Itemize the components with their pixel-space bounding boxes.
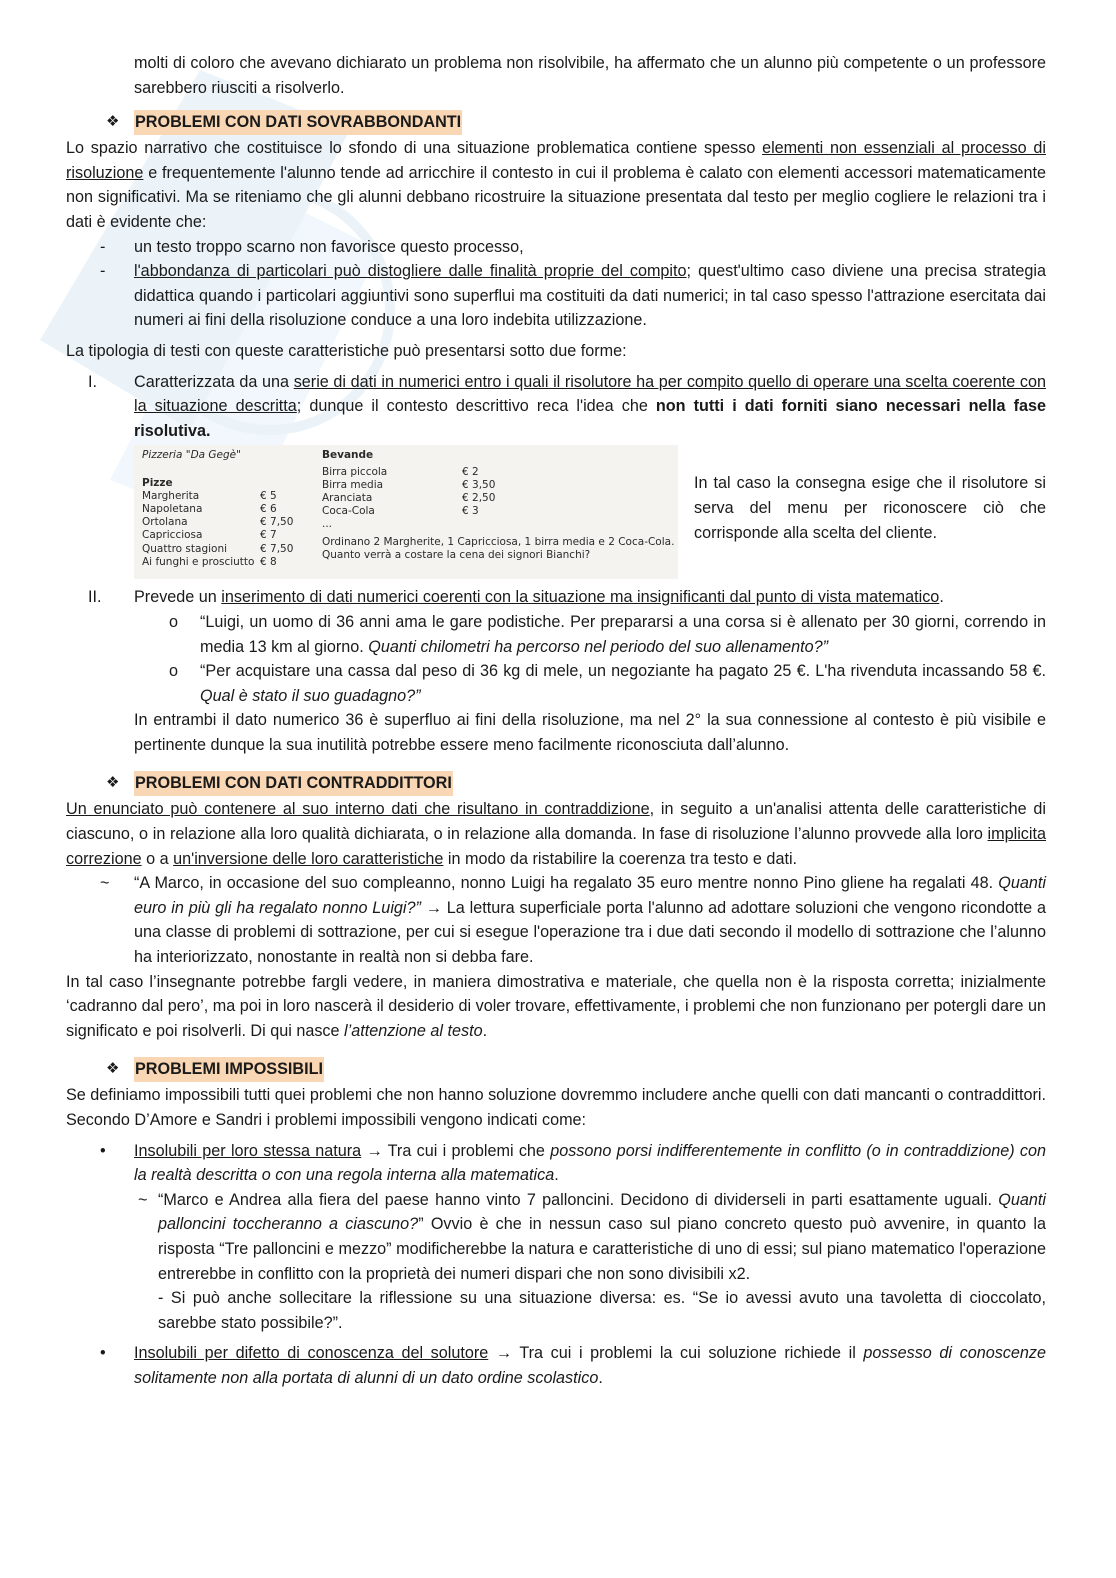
- diamond-bullet-icon: ❖: [106, 1060, 120, 1078]
- menu-item-price: € 2,50: [462, 491, 496, 504]
- bullet-item: • Insolubili per difetto di conoscenza del solutore → Tra cui i problemi la cui soluzione richiede il possesso di conoscenze solitamente non alla portata di alunni di un dato ordine scolastico.: [66, 1341, 1046, 1390]
- menu-item-name: Ortolana: [142, 516, 188, 529]
- pizze-list: [142, 490, 293, 569]
- example-item: ~ “Marco e Andrea alla fiera del paese hanno vinto 7 palloncini. Decidono di dividerseli in parti esattamente uguali. Quanti palloncini toccheranno a ciascuno?” Ovvio è che in nessun caso sul piano concreto questo può avvenire, in quanto la risposta “Tre palloncini e mezzo” modificherebbe la natura e caratteristiche di uno di essi; sul piano matematico l'operazione entrerebbe in conflitto con la proprietà dei numeri dispari che non sono divisibili x2. - Si può anche sollecitare la riflessione su una situazione diversa: es. “Se io avessi avuto una tavoletta di cioccolato, sarebbe stato possibile?”.: [66, 1188, 1046, 1336]
- menu-item-price: € 7,50: [260, 542, 294, 555]
- paragraph: In tal caso l’insegnante potrebbe fargli vedere, in maniera dimostrativa e materiale, che quella non è la risposta corretta; inizialmente ‘cadranno dal pero’, ma poi in loro nascerà il desiderio di voler trovare, effettivamente, i problemi che non funzionano per potergli dare un significato e poi risolverli. Di qui nasce l’attenzione al testo.: [66, 972, 1046, 1040]
- menu-example: [66, 445, 1046, 581]
- menu-item: [142, 503, 293, 516]
- document-page: [66, 51, 1046, 1391]
- menu-item-price: € 3: [462, 505, 479, 518]
- list-item: - un testo troppo scarno non favorisce questo processo,: [66, 235, 1046, 260]
- dot-bullet-icon: •: [100, 1344, 106, 1363]
- section-heading-contraddittori: ❖ PROBLEMI CON DATI CONTRADDITTORI: [66, 771, 1046, 797]
- roman-numeral: I.: [88, 372, 97, 391]
- paragraph: Se definiamo impossibili tutti quei problemi che non hanno soluzione dovremmo includere anche quelli con dati mancanti o contraddittori. Secondo D’Amore e Sandri i problemi impossibili vengono indicati come:: [66, 1086, 1046, 1129]
- section-heading-impossibili: ❖ PROBLEMI IMPOSSIBILI: [66, 1057, 1046, 1083]
- menu-item-price: € 2: [462, 465, 479, 478]
- menu-item-name: Margherita: [142, 489, 200, 502]
- menu-item-price: € 3,50: [462, 478, 496, 491]
- pizzeria-menu-image: Pizzeria "Da Gegè" Pizze Margherita € 5 Napoletana € 6 Ortolana € 7,50 Capricciosa € 7 Quattro stagioni € 7,50 Ai funghi e prosciutto € 8 Bevande Birra piccola € 2 Birra media € 3,50 Aranciata € 2,50 Coca-Cola € 3 ... Ordinano 2 Margherite, 1 Capricciosa, 1 birra media e 2 Coca-Cola. Quanto verrà a costare la cena dei signori Bianchi?: [134, 445, 678, 579]
- menu-item: [142, 529, 293, 542]
- list-item: - l'abbondanza di particolari può distogliere dalle finalità proprie del compito; quest'ultimo caso diviene una precisa strategia didattica quando i particolari aggiuntivi sono superflui ma costituiti da dati numerici; in tal caso spesso l'attrazione esercitata dai numeri ai fini della risoluzione conduce a una loro indebita utilizzazione.: [66, 259, 1046, 333]
- menu-explanation: In tal caso la consegna esige che il risolutore si serva del menu per riconoscere ciò che corrisponde alla scelta del cliente.: [694, 474, 1046, 542]
- menu-item: [322, 479, 674, 492]
- dash-bullet-icon: -: [100, 237, 106, 256]
- dash-bullet-icon: -: [100, 262, 106, 281]
- dot-bullet-icon: •: [100, 1141, 106, 1160]
- paragraph: Lo spazio narrativo che costituisce lo sfondo di una situazione problematica contiene spesso elementi non essenziali al processo di risoluzione e frequentemente l'alunno tende ad arricchire il contesto in cui il problema è calato con elementi accessori matematicamente non significativi. Ma se riteniamo che gli alunni debbano ricostruire la situazione presentata dal testo per meglio cogliere le relazioni tra i dati è evidente che:: [66, 139, 1046, 231]
- menu-item-price: € 5: [260, 489, 277, 502]
- menu-item-name: Quattro stagioni: [142, 542, 228, 555]
- menu-item-price: € 6: [260, 502, 277, 515]
- menu-item-price: € 8: [260, 555, 277, 568]
- diamond-bullet-icon: ❖: [106, 774, 120, 792]
- menu-item-name: Napoletana: [142, 502, 203, 515]
- diamond-bullet-icon: ❖: [106, 113, 120, 131]
- example-item: o “Per acquistare una cassa dal peso di 36 kg di mele, un negoziante ha pagato 25 €. L'ha rivenduta incassando 58 €. Qual è stato il suo guadagno?”: [66, 659, 1046, 708]
- intro-paragraph: molti di coloro che avevano dichiarato un problema non risolvibile, ha affermato che un alunno più competente o un professore sarebbero riusciti a risolverlo.: [134, 54, 1046, 97]
- roman-list-item: II. Prevede un inserimento di dati numerici coerenti con la situazione ma insignificanti dal punto di vista matematico.: [66, 585, 1046, 610]
- menu-item-name: Birra piccola: [322, 465, 388, 478]
- conclusion-paragraph: In entrambi il dato numerico 36 è superfluo ai fini della risoluzione, ma nel 2° la sua connessione al contesto è più visibile e pertinente dunque la sua inutilità potrebbe essere meno facilmente riconosciuta dall’alunno.: [134, 711, 1046, 754]
- section-heading-sovrabbondanti: ❖ PROBLEMI CON DATI SOVRABBONDANTI: [66, 110, 1046, 136]
- bevande-list: [322, 466, 674, 519]
- menu-item: [322, 466, 674, 479]
- paragraph: La tipologia di testi con queste caratteristiche può presentarsi sotto due forme:: [66, 341, 627, 360]
- menu-item-name: Aranciata: [322, 491, 373, 504]
- paragraph: Un enunciato può contenere al suo interno dati che risultano in contraddizione, in seguito a un'analisi attenta delle caratteristiche di ciascuno, o in relazione alla loro qualità dichiarata, o in relazione alla domanda. In fase di risoluzione l’alunno provvede alla loro implicita correzione o a un'inversione delle loro caratteristiche in modo da ristabilire la coerenza tra testo e dati.: [66, 800, 1047, 868]
- example-item: ~ “A Marco, in occasione del suo compleanno, nonno Luigi ha regalato 35 euro mentre nonno Pino gliene ha regalati 48. Quanti euro in più gli ha regalato nonno Luigi?” → La lettura superficiale porta l'alunno ad adottare soluzioni che vengono ricondotte a una classe di problemi di sottrazione, per cui si esegue l'operazione tra i due dati secondo il modello di sottrazione che l’alunno ha interiorizzato, nonostante in realtà non si debba fare.: [66, 871, 1046, 969]
- example-item: o “Luigi, un uomo di 36 anni ama le gare podistiche. Per prepararsi a una corsa si è allenato per 30 giorni, correndo in media 13 km al giorno. Quanti chilometri ha percorso nel periodo del suo allenamento?”: [66, 610, 1046, 659]
- menu-item-price: € 7: [260, 529, 277, 542]
- menu-item-name: Birra media: [322, 478, 384, 491]
- menu-item-price: € 7,50: [260, 516, 294, 529]
- menu-item: [322, 492, 674, 505]
- menu-item: [142, 490, 293, 503]
- menu-item: [142, 543, 293, 556]
- menu-item-name: Coca-Cola: [322, 505, 375, 518]
- circle-bullet-icon: o: [169, 662, 179, 681]
- roman-numeral: II.: [88, 588, 102, 607]
- menu-item: [142, 556, 293, 569]
- tilde-bullet-icon: ~: [138, 1190, 148, 1209]
- menu-item-name: Ai funghi e prosciutto: [142, 555, 255, 568]
- circle-bullet-icon: o: [169, 612, 179, 631]
- menu-item: [142, 516, 293, 529]
- bullet-item: • Insolubili per loro stessa natura → Tra cui i problemi che possono porsi indifferentemente in conflitto (o in contraddizione) con la realtà descritta o con una regola interna alla matematica.: [66, 1139, 1046, 1188]
- tilde-bullet-icon: ~: [100, 874, 110, 893]
- menu-item-name: Capricciosa: [142, 529, 203, 542]
- menu-item: [322, 505, 674, 518]
- roman-list-item: I. Caratterizzata da una serie di dati in numerici entro i quali il risolutore ha per compito quello di operare una scelta coerente con la situazione descritta; dunque il contesto descrittivo reca l'idea che non tutti i dati forniti siano necessari nella fase risolutiva.: [66, 370, 1046, 444]
